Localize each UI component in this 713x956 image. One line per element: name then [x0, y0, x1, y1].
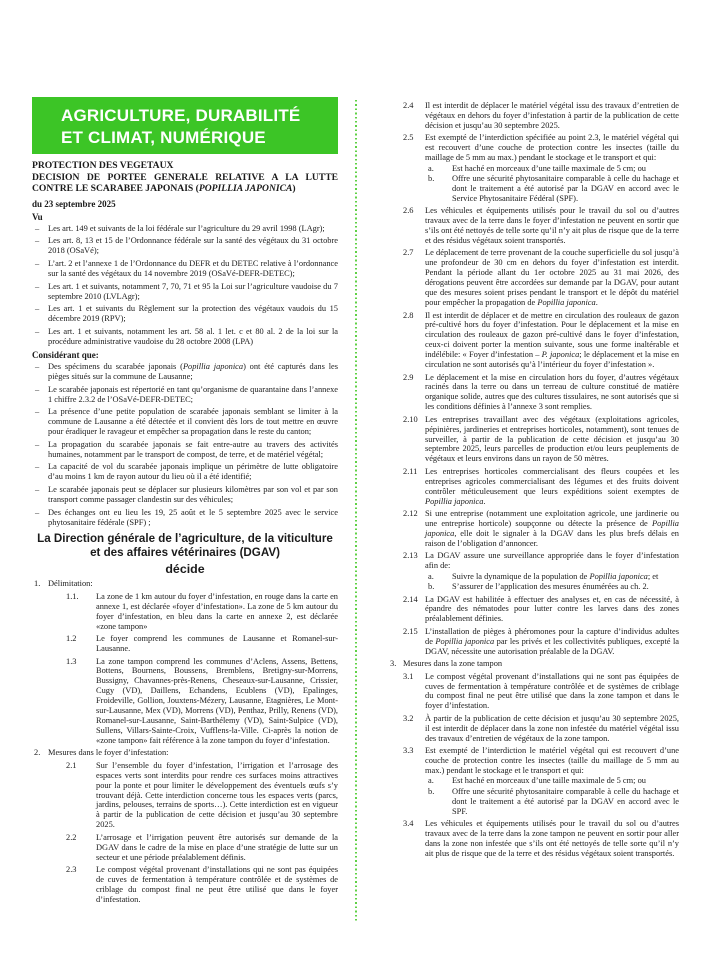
decide-heading-line-1: La Direction générale de l’agriculture, de la viticulture [37, 532, 333, 546]
item-number: 3.2 [403, 713, 414, 723]
item-body [425, 672, 679, 712]
item-text: Est exempté de l’interdiction spécifiée au point 2.3, le matériel végétal qui est recouvert d’une couche de protection contre les insectes (taille du maillage de 5 mm au max.) pendant le stockage et le transport et qui: [425, 133, 679, 163]
item-number: 2.14 [403, 594, 418, 604]
considerant-item [32, 508, 338, 528]
sub-item-letter: b. [428, 582, 435, 592]
item-number: 3.4 [403, 819, 414, 829]
dash-bullet: – [35, 259, 40, 269]
section-title: Mesures dans le foyer d’infestation: [48, 748, 169, 758]
item-body [425, 373, 679, 413]
vu-item [32, 236, 338, 256]
vu-item [32, 327, 338, 347]
section [32, 748, 338, 904]
sub-item-letter: a. [428, 163, 434, 173]
item-sub-list [425, 164, 679, 204]
decision-item [389, 133, 679, 203]
decision-item [389, 311, 679, 370]
item-body [425, 311, 679, 370]
decision-item [389, 467, 679, 507]
sub-item-letter: a. [428, 571, 434, 581]
item-text: Le compost végétal provenant d’installations qui ne sont pas équipées de cuves de fermentation à température contrôlée et de systèmes de criblage du compost final ne peut être utilisé que dans la zone tampon et dans le foyer d’infestation. [425, 671, 679, 711]
item-body [96, 865, 338, 905]
item-body [425, 415, 679, 465]
section-header [32, 579, 338, 589]
right-section-items [389, 672, 679, 859]
item-text: Le déplacement et la mise en circulation hors du foyer, d’autres végétaux racinés dans la terre ou dans un terreau de culture constitué de matière organique solide, autres que des cultures tissulaires, ne sont autorisés que si les conditions définies à l’annexe 3 sont remplies. [425, 372, 679, 412]
vu-item [32, 304, 338, 324]
section-header [389, 659, 679, 669]
item-text: Le compost végétal provenant d’installations qui ne sont pas équipées de cuves de fermentation à température contrôlée et de systèmes de criblage du compost final ne peut être utilisé que dans le foyer d’infestation. [96, 865, 338, 904]
item-body [425, 206, 679, 246]
considerant-item-text: La capacité de vol du scarabée japonais implique un périmètre de lutte obligatoire d’au moins 1 km de rayon autour du lieu où il a été identifié; [48, 462, 338, 482]
decision-item [32, 657, 338, 746]
item-number: 2.10 [403, 414, 418, 424]
decision-item [32, 634, 338, 654]
vu-item-text: Les art. 8, 13 et 15 de l’Ordonnance fédérale sur la santé des végétaux du 31 octobre 2018 (OSaVé); [48, 236, 338, 256]
sub-item-letter: a. [428, 776, 434, 786]
decision-item [389, 248, 679, 307]
item-body [425, 467, 679, 507]
considerant-item-text: Des échanges ont eu lieu les 19, 25 août et le 5 septembre 2025 avec le service phytosanitaire fédérale (SPF) ; [48, 507, 338, 527]
item-body [96, 833, 338, 863]
vu-item-text: Les art. 1 et suivants, notamment 7, 70, 71 et 95 la Loi sur l’agriculture vaudoise du 7 septembre 2010 (LVLAgr); [48, 281, 338, 301]
vu-item [32, 282, 338, 302]
vu-item-text: L’art. 2 et l’annexe 1 de l’Ordonnance du DEFR et du DETEC relative à l’ordonnance sur la santé des végétaux du 14 novembre 2019 (OSaVé-DEFR-DETEC); [48, 259, 338, 278]
section [32, 579, 338, 745]
column-divider [355, 100, 357, 921]
document-kicker: PROTECTION DES VEGETAUX [32, 160, 174, 171]
decision-item [389, 819, 679, 859]
item-body [425, 101, 679, 131]
item-text: Les véhicules et équipements utilisés pour le travail du sol ou d’autres travaux avec de la terre dans la zone tampon ne peuvent en sortir pour aller dans la zone non infestée que s’ils ont été nettoyés de telle sorte qu’il n’y ait plus de risque que de la terre et des résidus végétaux soient transportés. [425, 819, 679, 858]
section-items [32, 761, 338, 905]
considerant-item [32, 362, 338, 382]
section-header [32, 748, 338, 758]
decision-item [389, 551, 679, 592]
sub-item [425, 174, 679, 204]
sub-item [425, 776, 679, 786]
item-number: 2.12 [403, 509, 418, 519]
item-sub-list [425, 776, 679, 816]
decision-item [389, 509, 679, 549]
item-number: 2.4 [403, 101, 414, 110]
considerant-item [32, 462, 338, 482]
vu-item-text: Les art. 1 et suivants, notamment les art. 58 al. 1 let. c et 80 al. 2 de la loi sur la procédure administrative vaudoise du 28 octobre 2008 (LPA) [48, 326, 338, 346]
item-text: L’installation de pièges à phéromones pour la capture d’individus adultes de Popillia japonica par les privés et les collectivités publiques, excepté la DGAV, nécessite une autorisation préalable de la DGAV. [425, 626, 680, 656]
item-number: 1.3 [66, 656, 77, 666]
item-text: À partir de la publication de cette décision et jusqu’au 30 septembre 2025, il est interdit de déplacer dans la zone non infestée du matériel végétal issu des travaux d’entretien de végétaux de la zone tampon. [425, 713, 679, 743]
sub-item-text: Offre une sécurité phytosanitaire comparable à celle du hachage et dont le traitement a été autorisé par la DGAV en accord avec le Service Phytosanitaire Fédéral (SPF). [452, 173, 679, 203]
considerant-item [32, 485, 338, 505]
item-text: Est exempté de l’interdiction le matériel végétal qui est recouvert d’une couche de protection contre les insectes (taille du maillage de 5 mm au max.) pendant le stockage et le transport et qui: [425, 746, 679, 775]
item-number: 2.7 [403, 248, 414, 258]
item-text: Il est interdit de déplacer le matériel végétal issu des travaux d’entretien de végétaux en dehors du foyer d’infestation à partir de la publication de cette décision et jusqu’au 30 septembre 2025. [425, 101, 679, 130]
item-body [96, 761, 338, 830]
decision-item [389, 101, 679, 131]
decision-item [389, 373, 679, 413]
right-items [389, 101, 679, 657]
decide-heading [32, 532, 338, 576]
decide-word: décide [165, 562, 205, 577]
item-text: Les entreprises horticoles commercialisant des fleurs coupées et les entreprises agricoles commercialisant des légumes et des fruits doivent contrôler méticuleusement que leurs expéditions soient exemptes de Popillia japonica. [425, 466, 679, 506]
decision-item [32, 761, 338, 830]
item-body [425, 819, 679, 859]
dash-bullet: – [35, 407, 40, 417]
vu-label: Vu [32, 211, 43, 222]
item-text: Le foyer comprend les communes de Lausanne et Romanel-sur-Lausanne. [96, 634, 338, 654]
considerant-item-text: Le scarabée japonais est répertorié en tant qu’organisme de quarantaine dans l’annexe 1 chiffre 2.3.2 de l’OSaVé-DEFR-DETEC; [48, 384, 338, 404]
decision-item [32, 833, 338, 863]
item-number: 2.9 [403, 372, 414, 382]
considerant-item-text: Des spécimens du scarabée japonais (Popillia japonica) ont été capturés dans les pièges situés sur la commune de Lausanne; [48, 362, 338, 381]
vu-item-text: Les art. 1 et suivants du Règlement sur la protection des végétaux vaudois du 15 décembre 2019 (RPV); [48, 304, 338, 324]
considerant-list [32, 362, 338, 527]
item-text: Si une entreprise (notamment une exploitation agricole, une jardinerie ou une entreprise horticole) soupçonne ou détecte la présence de Popillia japonica, elle doit le signaler à la DGAV dans les plus brefs délais en raison de l’obligation d’annoncer. [425, 509, 679, 548]
dash-bullet: – [35, 462, 40, 472]
vu-list [32, 224, 338, 347]
dash-bullet: – [35, 362, 40, 372]
item-number: 2.13 [403, 551, 418, 561]
item-body [425, 509, 679, 549]
dash-bullet: – [35, 507, 40, 517]
sub-item-text: Offre une sécurité phytosanitaire comparable à celle du hachage et dont le traitement a été autorisé par la DGAV en accord avec le SPF. [452, 786, 679, 816]
item-text: La zone tampon comprend les communes d’Aclens, Assens, Bettens, Bottens, Bournens, Boussens, Bremblens, Bretigny-sur-Morrens, Bussigny, Chavannes-près-Renens, Cheseaux-sur-Lausanne, Crissier, Cugy (VD), Daillens, Echandens, Ecublens (VD), Epalinges, Froideville, Gollion, Jouxtens-Mézery, Lausanne, Etagnières, Le Mont-sur-Lausanne, Mex (VD), Morrens (VD), Penthaz, Prilly, Renens (VD), Romanel-sur-Lausanne, Saint-Barthélemy (VD), Saint-Sulpice (VD), Sullens, Villars-Sainte-Croix, Vufflens-la-Ville. Ci-après la notion de «zone tampon» fait référence à la zone tampon du foyer d’infestation. [96, 656, 338, 745]
item-number: 2.2 [66, 832, 77, 842]
right-column [389, 101, 679, 861]
decision-item [32, 592, 338, 632]
vu-item [32, 259, 338, 279]
item-text: Le déplacement de terre provenant de la couche superficielle du sol jusqu’à une profondeur de 30 cm en dehors du foyer d’infestation est interdit. Pendant la période allant du 1er octobre 2025 au 31 mai 2026, des dérogations peuvent être accordées sur demande par la DGAV, pour autant que des mesures soient prises pendant le transport et le dépôt du matériel pour empêcher la propagation de Popillia japonica. [425, 248, 679, 307]
sub-item [425, 582, 679, 592]
item-body [96, 592, 338, 632]
item-body [425, 714, 679, 744]
item-text: Les entreprises travaillant avec des végétaux (exploitations agricoles, pépinières, jardineries et entreprises horticoles, notamment), sont tenues de surveiller, à partir de la publication de cette décision et jusqu’au 30 septembre 2025, leurs parcelles de production et/ou leurs peuplements de végétaux et leurs environs dans un rayon de 50 mètres. [425, 414, 679, 464]
item-number: 3.3 [403, 746, 414, 756]
item-body [425, 746, 679, 816]
sub-item [425, 572, 679, 582]
document-title: DECISION DE PORTEE GENERALE RELATIVE A LA LUTTE CONTRE LE SCARABEE JAPONAIS (POPILLIA JAPONICA) [32, 171, 338, 195]
sub-item-text: Est haché en morceaux d’une taille maximale de 5 cm; ou [452, 776, 646, 786]
sub-item-letter: b. [428, 786, 435, 796]
considerant-label: Considérant que: [32, 349, 99, 360]
dash-bullet: – [35, 384, 40, 394]
item-text: La DGAV assure une surveillance appropriée dans le foyer d’infestation afin de: [425, 551, 679, 571]
dash-bullet: – [35, 326, 40, 336]
item-body [96, 657, 338, 746]
section-number: 1. [34, 579, 41, 589]
dash-bullet: – [35, 484, 40, 494]
decision-item [389, 206, 679, 246]
item-number: 2.6 [403, 206, 414, 216]
considerant-item [32, 385, 338, 405]
item-text: La DGAV est habilitée à effectuer des analyses et, en cas de nécessité, à épandre des nématodes pour lutter contre les larves dans des zones préalablement définies. [425, 594, 679, 624]
item-number: 1.2 [66, 634, 77, 644]
banner-line-1: AGRICULTURE, DURABILITÉ [61, 106, 301, 125]
item-number: 2.15 [403, 626, 418, 636]
considerant-item-text: La propagation du scarabée japonais se fait entre-autre au travers des activités humaines, notamment par le transport de compost, de terre, et de matériel végétal; [48, 439, 338, 459]
decision-item [389, 595, 679, 625]
section-title: Délimitation: [48, 579, 93, 589]
sub-item-text: Est haché en morceaux d’une taille maximale de 5 cm; ou [452, 163, 646, 173]
item-body [425, 627, 679, 657]
item-text: La zone de 1 km autour du foyer d’infestation, en rouge dans la carte en annexe 1, est déclarée «foyer d’infestation». La zone de 5 km autour du foyer d’infestation, en bleu dans la carte en annexe 2, est déclarée «zone tampon» [96, 591, 338, 631]
item-body [425, 551, 679, 592]
decision-item [32, 865, 338, 905]
item-number: 2.8 [403, 310, 414, 320]
sub-item-text: Suivre la dynamique de la population de Popillia japonica; et [452, 571, 659, 581]
sub-item [425, 787, 679, 817]
considerant-item-text: Le scarabée japonais peut se déplacer sur plusieurs kilomètres par son vol et par son transport comme passager clandestin sur des véhicules; [48, 484, 338, 504]
considerant-item [32, 407, 338, 437]
item-number: 2.5 [403, 133, 414, 143]
dash-bullet: – [35, 281, 40, 291]
item-text: Les véhicules et équipements utilisés pour le travail du sol ou d’autres travaux avec de la terre dans le foyer d’infestation ne peuvent en sortir que s’ils ont été nettoyés de telle sorte qu’il n’y ait plus de risque que de la terre et des résidus végétaux soient transportés. [425, 206, 679, 245]
item-number: 2.3 [66, 865, 77, 875]
department-banner [32, 97, 338, 154]
vu-item [32, 224, 338, 234]
dash-bullet: – [35, 236, 40, 246]
item-text: Il est interdit de déplacer et de mettre en circulation des rouleaux de gazon pré-cultivé hors du foyer d’infestation. Pour le déplacement et la mise en circulation des rouleaux de gazon pré-cultivé dans le foyer d’infestation, ceux-ci doivent porter la mention suivante, sous une forme inaltérable et indélébile: « Foyer d’infestation – P. japonica; le déplacement et la mise en circulation ne sont autorisés qu’à l’intérieur du foyer d’infestation ». [425, 310, 680, 370]
item-body [425, 133, 679, 203]
sub-item [425, 164, 679, 174]
dash-bullet: – [35, 223, 40, 233]
considerant-item [32, 440, 338, 460]
item-number: 1.1. [66, 591, 79, 601]
sub-item-letter: b. [428, 173, 435, 183]
decision-item [389, 672, 679, 712]
decide-heading-line-2: et des affaires vétérinaires (DGAV) [90, 546, 280, 560]
sub-item-text: S’assurer de l’application des mesures énumérées au ch. 2. [452, 582, 649, 592]
item-text: L’arrosage et l’irrigation peuvent être autorisés sur demande de la DGAV dans le cadre de la mise en place d’une stratégie de lutte sur un secteur et une période préalablement définis. [96, 832, 338, 862]
item-number: 2.11 [403, 466, 418, 476]
item-body [425, 595, 679, 625]
banner-line-2: ET CLIMAT, NUMÉRIQUE [61, 127, 266, 147]
decision-item [389, 714, 679, 744]
left-column [32, 97, 338, 907]
item-body [96, 634, 338, 654]
item-number: 2.1 [66, 760, 77, 770]
decision-item [389, 746, 679, 816]
decision-item [389, 627, 679, 657]
vu-item-text: Les art. 149 et suivants de la loi fédérale sur l’agriculture du 29 avril 1998 (LAgr); [48, 223, 325, 233]
document-date: du 23 septembre 2025 [32, 198, 116, 209]
section-number: 3. [390, 659, 397, 669]
item-sub-list [425, 572, 679, 592]
considerant-item-text: La présence d’une petite population de scarabée japonais semblant se limiter à la commune de Lausanne a été détectée et il convient dès lors de tout mettre en œuvre pour éradiquer le ravageur et empêcher sa propagation dans le reste du canton; [48, 407, 338, 437]
decision-item [389, 415, 679, 465]
left-sections [32, 579, 338, 904]
dash-bullet: – [35, 439, 40, 449]
item-number: 3.1 [403, 671, 414, 681]
section-title: Mesures dans la zone tampon [403, 659, 503, 669]
section-number: 2. [34, 748, 41, 758]
section-items [32, 592, 338, 746]
item-text: Sur l’ensemble du foyer d’infestation, l’irrigation et l’arrosage des espaces verts sont interdits pour rendre ces surfaces moins attractives pour la ponte et pour limiter le développement des éventuels œufs s’y trouvant déjà. Cette interdiction concerne tous les espaces verts (parcs, jardins, pelouses, terrains de sports…). Cette interdiction est en vigueur à partir de la publication de cette décision et jusqu’au 30 septembre 2025. [96, 760, 338, 830]
dash-bullet: – [35, 304, 40, 314]
item-body [425, 248, 679, 307]
